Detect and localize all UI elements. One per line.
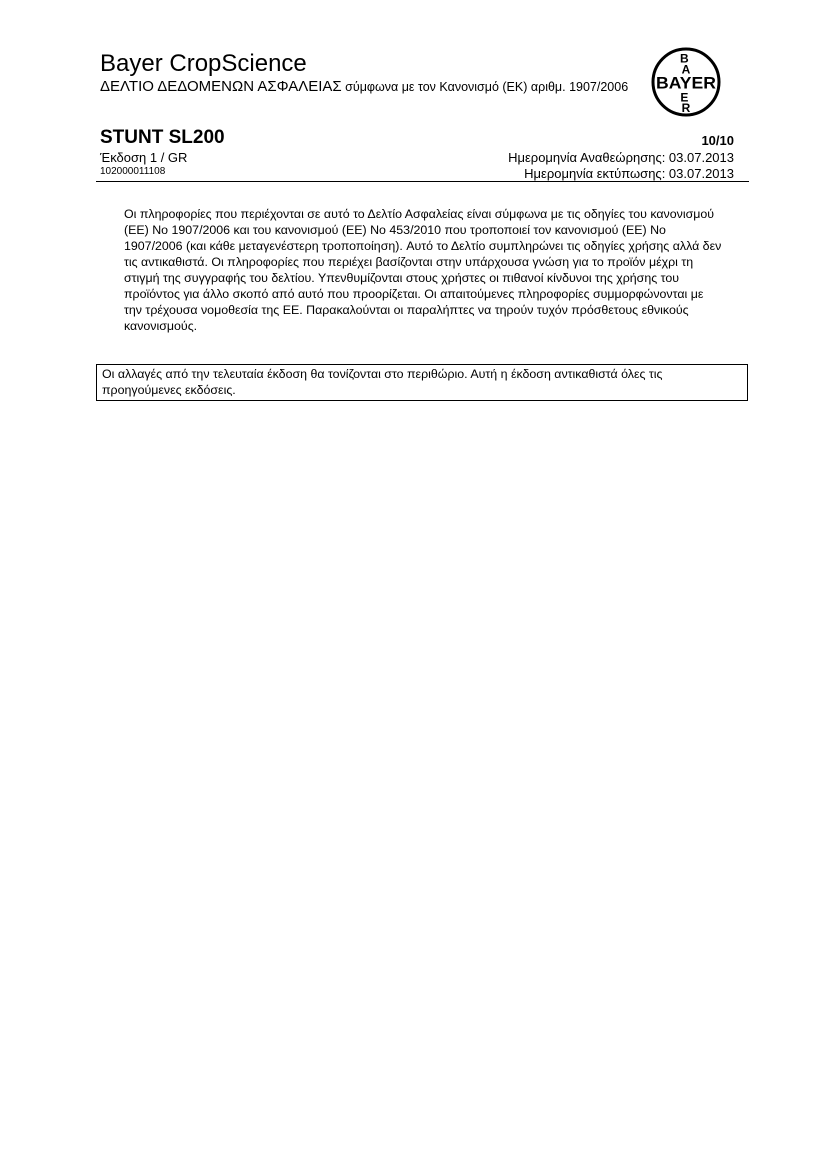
company-name: Bayer CropScience [100, 50, 307, 77]
logo-bottom-letters [680, 91, 691, 116]
logo-top-letters [680, 52, 692, 77]
header-divider [96, 181, 749, 182]
logo-letter-r: R [681, 101, 691, 115]
logo-letter-e: E [680, 90, 689, 105]
revision-notice-box: Οι αλλαγές από την τελευταία έκδοση θα τονίζονται στο περιθώριο. Αυτή η έκδοση αντικαθιστά όλες τις προηγούμενες εκδόσεις. [96, 364, 748, 401]
document-title [100, 79, 640, 95]
document-code: 102000011108 [100, 166, 166, 177]
info-paragraph: Οι πληροφορίες που περιέχονται σε αυτό το Δελτίο Ασφαλείας είναι σύμφωνα με τις οδηγίες του κανονισμού (ΕΕ) No 1907/2006 και του κανονισμού (ΕΕ) No 453/2010 που τροποποιεί τον κανονισμού (ΕΕ) No 1907/2006 (και κάθε μεταγενέστερη τροποποίηση). Αυτό το Δελτίο συμπληρώνει τις οδηγίες χρήσης αλλά δεν τις αντικαθιστά. Οι πληροφορίες που περιέχει βασίζονται στην υπάρχουσα γνώση για το προϊόν μέχρι τη στιγμή της συγγραφής του δελτίου. Υπενθυμίζονται στους χρήστες οι πιθανοί κίνδυνοι της χρήσης του προϊόντος για άλλο σκοπό από αυτό που προορίζεται. Οι απαιτούμενες πληροφορίες συμμορφώνονται με την τρέχουσα νομοθεσία της ΕΕ. Παρακαλούνται οι παραλήπτες να τηρούν τυχόν πρόσθετους εθνικούς κανονισμούς. [124, 207, 722, 333]
bayer-cross-logo [651, 47, 721, 117]
page-number: 10/10 [701, 133, 734, 148]
logo-horizontal-text: BAYER [656, 73, 716, 93]
document-title-main: ΔΕΛΤΙΟ ΔΕΔΟΜΕΝΩΝ ΑΣΦΑΛΕΙΑΣ [100, 78, 342, 95]
print-date: Ημερομηνία εκτύπωσης: 03.07.2013 [524, 166, 734, 181]
product-name: STUNT SL200 [100, 127, 225, 148]
revision-date: Ημερομηνία Αναθεώρησης: 03.07.2013 [508, 150, 734, 165]
logo-letter-a: A [681, 62, 691, 77]
logo-letter-b: B [679, 51, 689, 66]
document-title-regulation: σύμφωνα με τον Κανονισμό (ΕΚ) αριθμ. 1907/2006 [345, 80, 629, 94]
version-label: Έκδοση 1 / GR [100, 150, 188, 165]
